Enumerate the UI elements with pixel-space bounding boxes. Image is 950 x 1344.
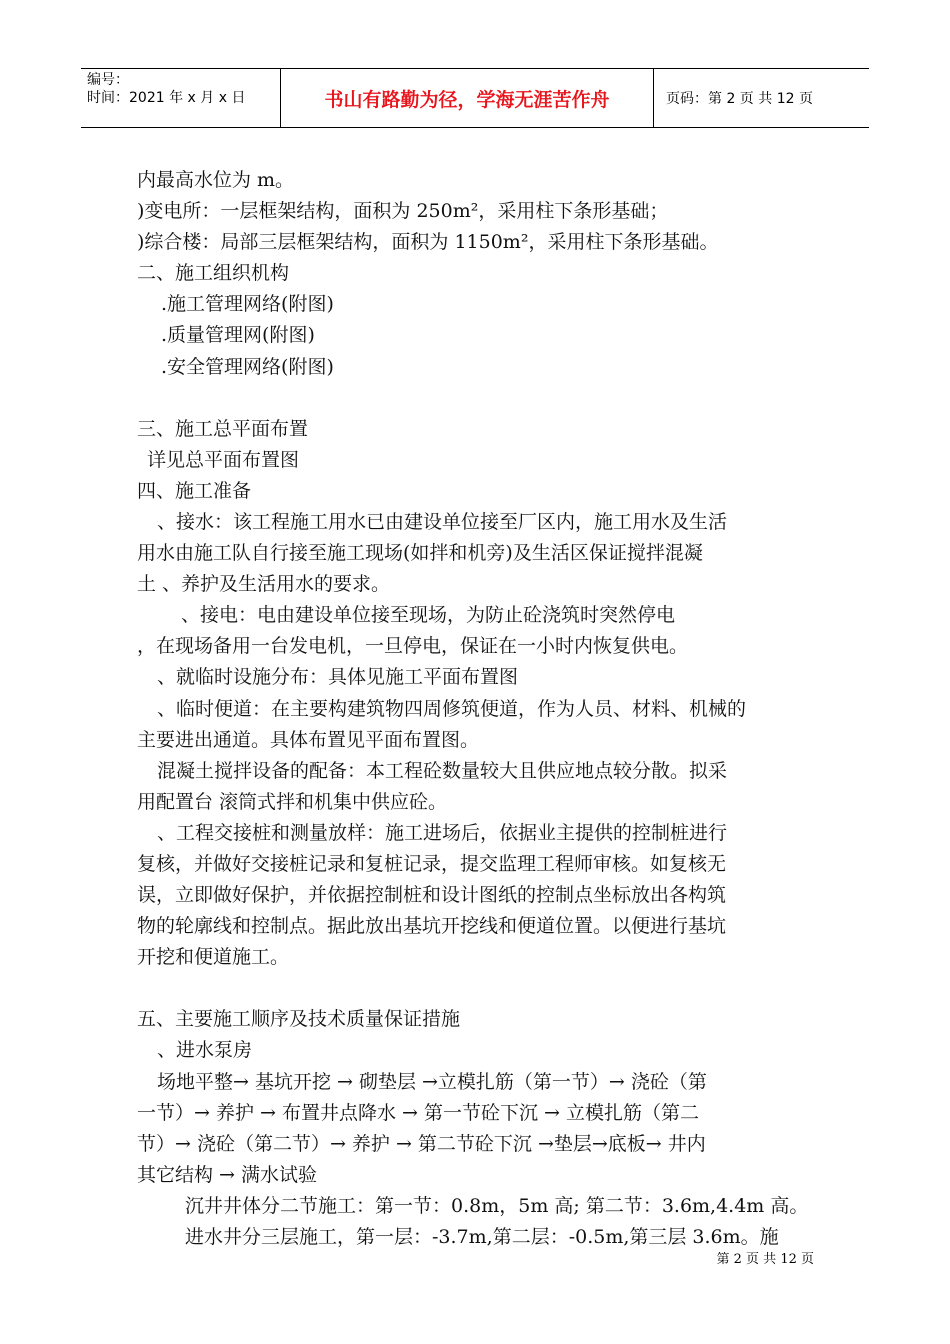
body-line: 、接电：电由建设单位接至现场，为防止砼浇筑时突然停电 xyxy=(181,604,676,627)
header-page-info: 页码：第 2 页 共 12 页 xyxy=(666,91,813,107)
body-line: )变电所：一层框架结构，面积为 250m²，采用柱下条形基础； xyxy=(137,200,669,223)
document-number-label: 编号： xyxy=(87,72,129,88)
section-heading: 二、施工组织机构 xyxy=(137,262,290,285)
body-line: 混凝土搅拌设备的配备：本工程砼数量较大且供应地点较分散。拟采 xyxy=(157,759,728,782)
body-line: 场地平整→ 基坑开挖 → 砌垫层 →立模扎筋（第一节）→ 浇砼（第 xyxy=(157,1070,707,1093)
section-heading: 五、主要施工顺序及技术质量保证措施 xyxy=(137,1008,461,1031)
document-time-label: 时间：2021 年 x 月 x 日 xyxy=(87,90,246,106)
body-line: 内最高水位为 m。 xyxy=(137,169,295,191)
body-line: 、就临时设施分布：具体见施工平面布置图 xyxy=(157,666,519,689)
body-line: 、接水：该工程施工用水已由建设单位接至厂区内，施工用水及生活 xyxy=(157,510,728,533)
body-line: 开挖和便道施工。 xyxy=(137,946,290,969)
body-line: 一节）→ 养护 → 布置井点降水 → 第一节砼下沉 → 立模扎筋（第二 xyxy=(137,1101,699,1124)
body-line: 其它结构 → 满水试验 xyxy=(137,1163,317,1186)
body-line: )综合楼：局部三层框架结构，面积为 1150m²，采用柱下条形基础。 xyxy=(137,231,719,254)
body-line: .质量管理网(附图) xyxy=(161,324,315,347)
blank-line xyxy=(137,383,827,414)
body-line: ，在现场备用一台发电机，一旦停电，保证在一小时内恢复供电。 xyxy=(137,635,689,658)
blank-line xyxy=(137,973,827,1004)
page-header xyxy=(81,68,869,128)
body-line: .施工管理网络(附图) xyxy=(161,293,334,316)
body-line: 节）→ 浇砼（第二节）→ 养护 → 第二节砼下沉 →垫层→底板→ 井内 xyxy=(137,1132,706,1155)
body-line: 用水由施工队自行接至施工现场(如拌和机旁)及生活区保证搅拌混凝 xyxy=(137,542,703,565)
body-line: 进水井分三层施工，第一层：-3.7m,第二层：-0.5m,第三层 3.6m。施 xyxy=(185,1226,779,1248)
body-line: 误，立即做好保护，并依据控制桩和设计图纸的控制点坐标放出各构筑 xyxy=(137,884,727,907)
body-line: 主要进出通道。具体布置见平面布置图。 xyxy=(137,728,480,751)
body-line: 、进水泵房 xyxy=(157,1039,253,1062)
page-footer: 第 2 页 共 12 页 xyxy=(716,1252,814,1267)
body-line: 物的轮廓线和控制点。据此放出基坑开挖线和便道位置。以便进行基坑 xyxy=(137,915,727,938)
document-body xyxy=(137,165,827,1253)
body-line: 沉井井体分二节施工：第一节：0.8m，5m 高; 第二节：3.6m,4.4m 高。 xyxy=(185,1194,809,1217)
body-line: 用配置台 滚筒式拌和机集中供应砼。 xyxy=(137,790,448,813)
body-line: 复核，并做好交接桩记录和复桩记录，提交监理工程师审核。如复核无 xyxy=(137,852,727,875)
section-heading: 四、施工准备 xyxy=(137,479,252,502)
header-motto: 书山有路勤为径，学海无涯苦作舟 xyxy=(281,69,654,127)
header-meta xyxy=(81,69,281,127)
body-line: 土 、养护及生活用水的要求。 xyxy=(137,573,391,596)
body-line: .安全管理网络(附图) xyxy=(161,355,334,378)
section-heading: 三、施工总平面布置 xyxy=(137,417,309,440)
body-line: 、工程交接桩和测量放样：施工进场后，依据业主提供的控制桩进行 xyxy=(157,821,728,844)
body-line: 详见总平面布置图 xyxy=(147,448,300,471)
body-line: 、临时便道：在主要构建筑物四周修筑便道，作为人员、材料、机械的 xyxy=(157,697,747,720)
